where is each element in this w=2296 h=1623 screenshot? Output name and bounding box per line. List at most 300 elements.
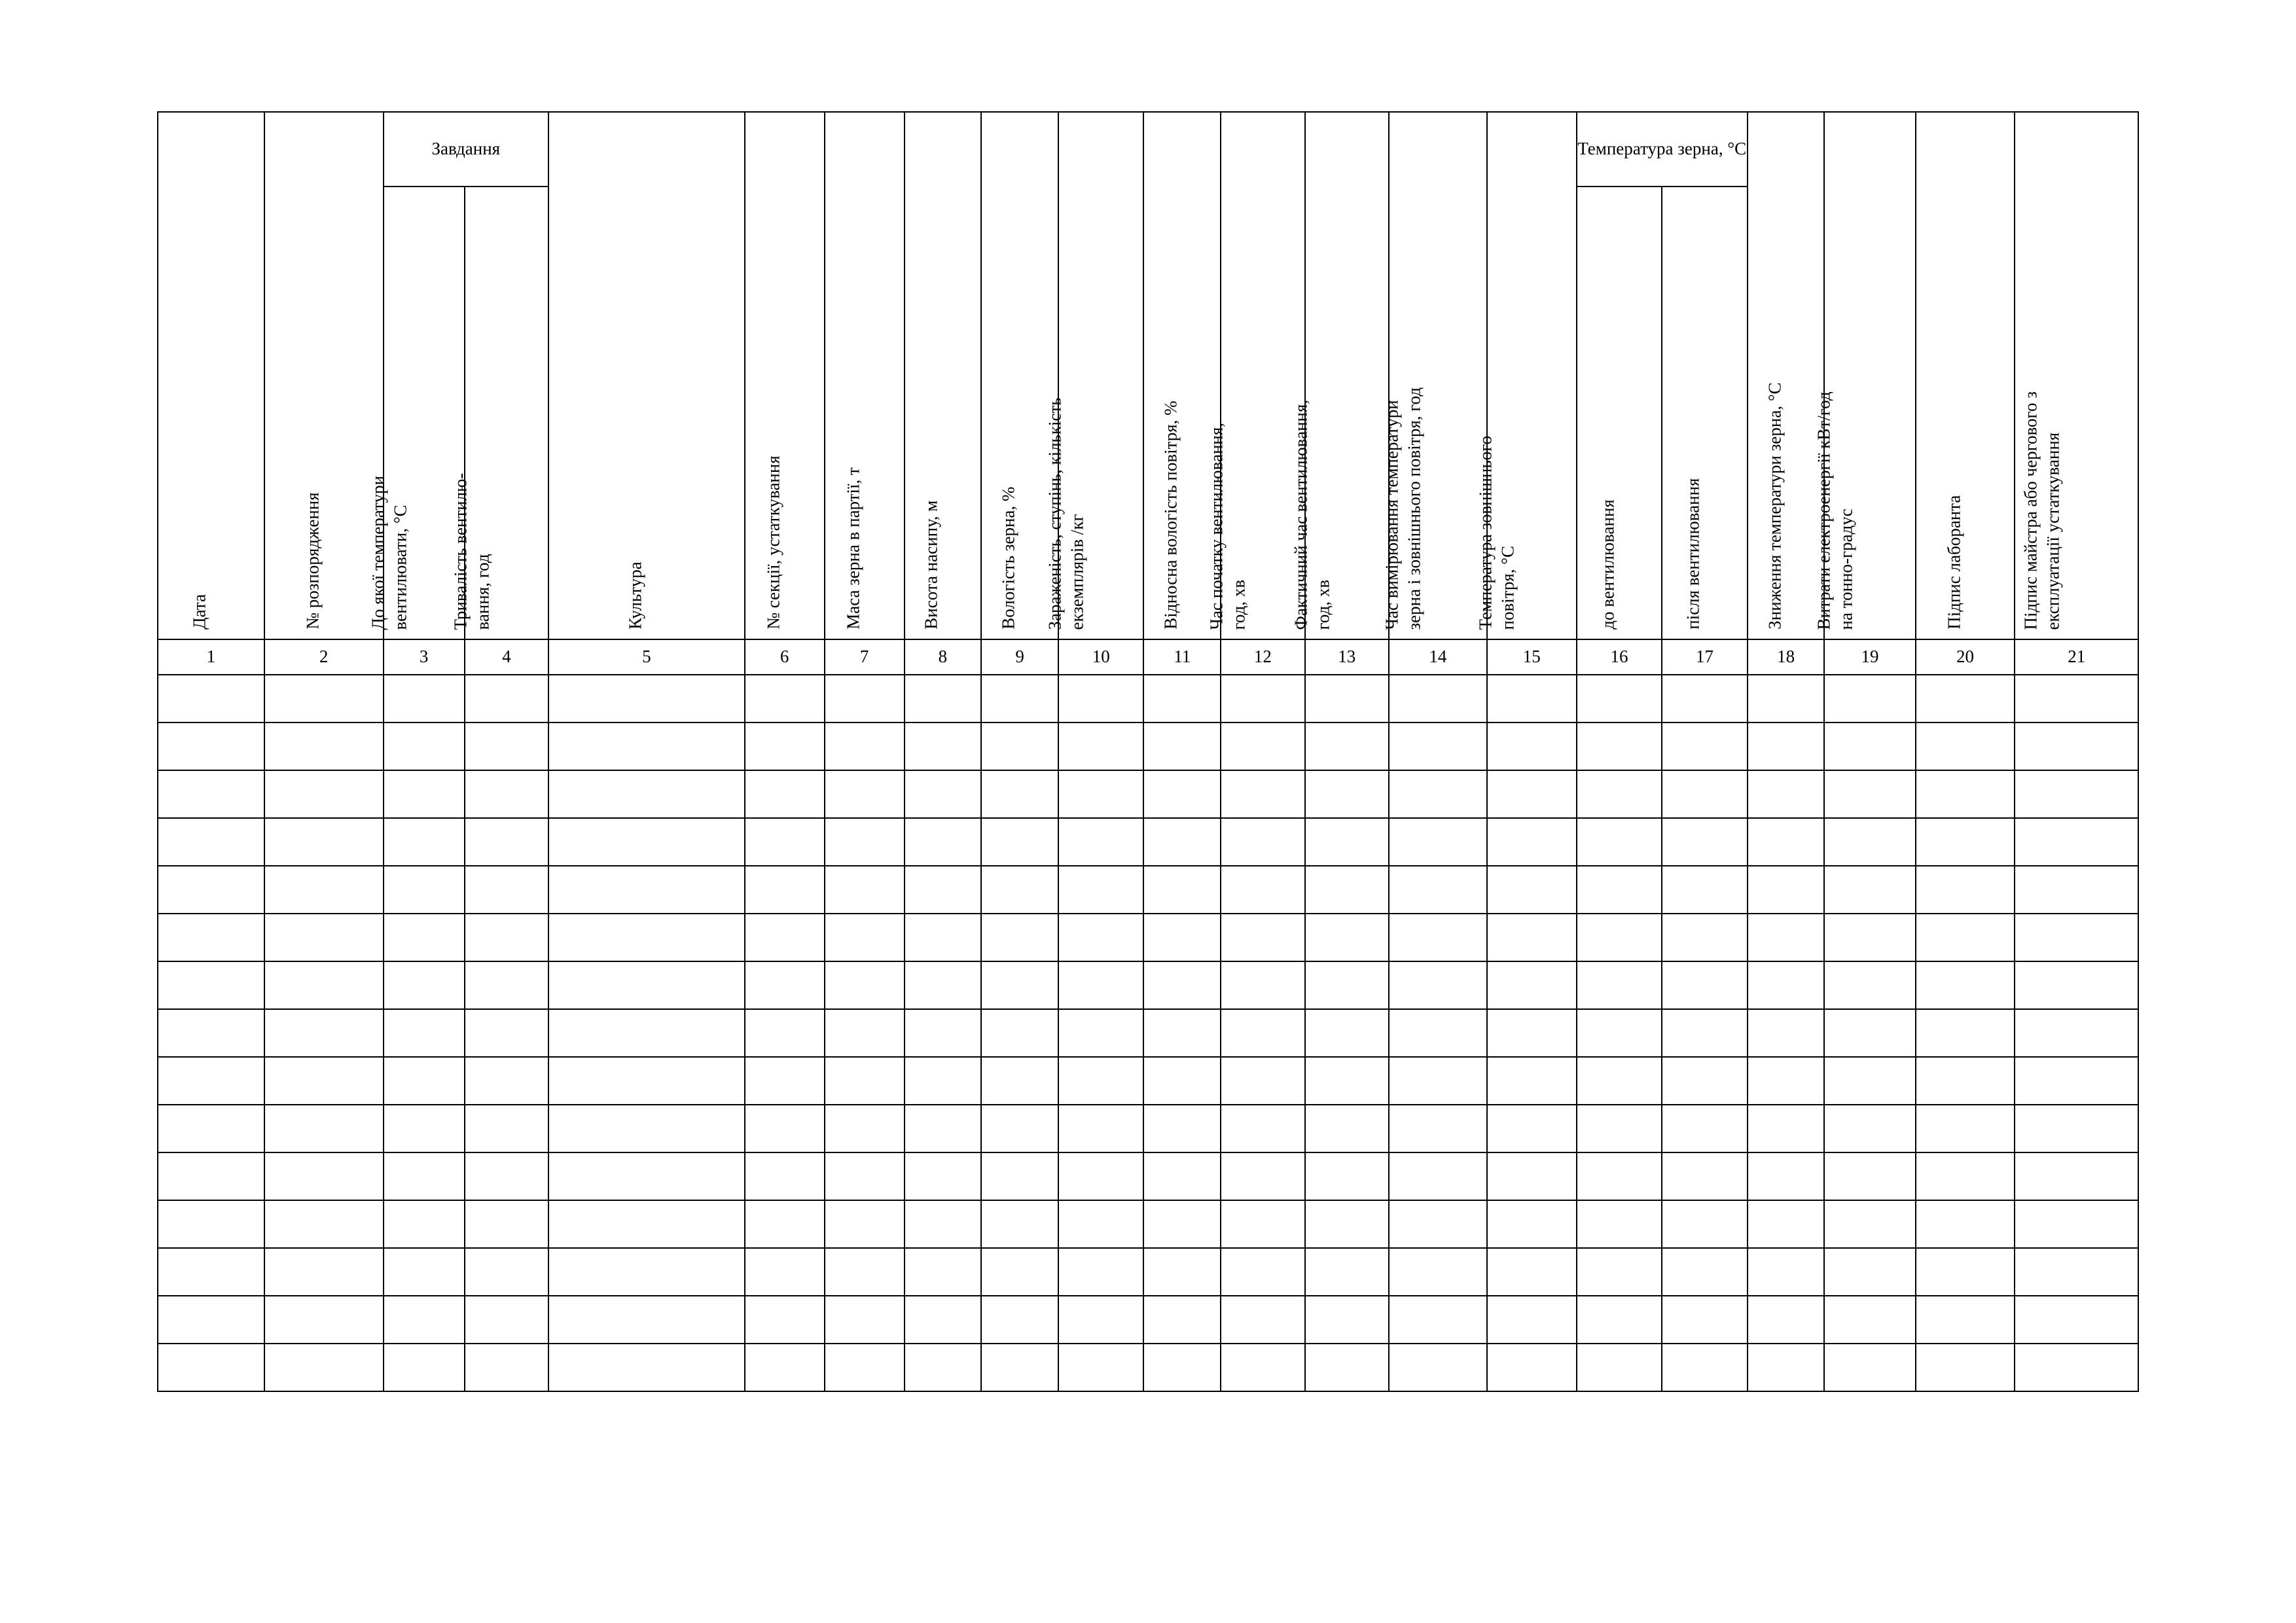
cell[interactable]: [1916, 866, 2015, 914]
cell[interactable]: [1487, 961, 1577, 1009]
cell[interactable]: [1305, 770, 1389, 818]
cell[interactable]: [825, 1344, 905, 1391]
cell[interactable]: [548, 866, 745, 914]
cell[interactable]: [1143, 1009, 1221, 1057]
cell[interactable]: [548, 1152, 745, 1200]
cell[interactable]: [2015, 914, 2138, 961]
table-row[interactable]: [158, 722, 2138, 770]
cell[interactable]: [1487, 722, 1577, 770]
cell[interactable]: [1577, 866, 1662, 914]
cell[interactable]: [1577, 1344, 1662, 1391]
cell[interactable]: [1916, 722, 2015, 770]
cell[interactable]: [2015, 1152, 2138, 1200]
cell[interactable]: [1748, 1152, 1825, 1200]
cell[interactable]: [981, 1152, 1058, 1200]
table-row[interactable]: [158, 1057, 2138, 1105]
cell[interactable]: [158, 1248, 264, 1296]
cell[interactable]: [1058, 866, 1144, 914]
cell[interactable]: [1662, 722, 1748, 770]
cell[interactable]: [384, 818, 465, 866]
cell[interactable]: [264, 1296, 384, 1344]
cell[interactable]: [981, 675, 1058, 722]
cell[interactable]: [1305, 675, 1389, 722]
cell[interactable]: [1487, 914, 1577, 961]
cell[interactable]: [1916, 1296, 2015, 1344]
cell[interactable]: [264, 1152, 384, 1200]
cell[interactable]: [1221, 866, 1304, 914]
cell[interactable]: [1577, 722, 1662, 770]
cell[interactable]: [2015, 1057, 2138, 1105]
cell[interactable]: [465, 1152, 548, 1200]
cell[interactable]: [1748, 914, 1825, 961]
cell[interactable]: [825, 1296, 905, 1344]
cell[interactable]: [2015, 818, 2138, 866]
cell[interactable]: [1058, 1344, 1144, 1391]
cell[interactable]: [1824, 866, 1915, 914]
cell[interactable]: [745, 1248, 825, 1296]
cell[interactable]: [1824, 1200, 1915, 1248]
cell[interactable]: [1824, 675, 1915, 722]
cell[interactable]: [1058, 722, 1144, 770]
cell[interactable]: [548, 1009, 745, 1057]
cell[interactable]: [1748, 866, 1825, 914]
cell[interactable]: [905, 1248, 982, 1296]
cell[interactable]: [2015, 866, 2138, 914]
cell[interactable]: [1389, 1296, 1487, 1344]
cell[interactable]: [1824, 1057, 1915, 1105]
cell[interactable]: [745, 961, 825, 1009]
cell[interactable]: [465, 1009, 548, 1057]
cell[interactable]: [1487, 866, 1577, 914]
cell[interactable]: [1916, 1248, 2015, 1296]
table-row[interactable]: [158, 1105, 2138, 1152]
cell[interactable]: [264, 1105, 384, 1152]
cell[interactable]: [1058, 1296, 1144, 1344]
cell[interactable]: [2015, 1009, 2138, 1057]
table-row[interactable]: [158, 961, 2138, 1009]
cell[interactable]: [905, 722, 982, 770]
cell[interactable]: [1221, 1152, 1304, 1200]
cell[interactable]: [1389, 914, 1487, 961]
table-row[interactable]: [158, 1200, 2138, 1248]
cell[interactable]: [1389, 1248, 1487, 1296]
cell[interactable]: [1577, 1296, 1662, 1344]
cell[interactable]: [1824, 722, 1915, 770]
cell[interactable]: [465, 818, 548, 866]
table-row[interactable]: [158, 866, 2138, 914]
cell[interactable]: [1916, 1152, 2015, 1200]
cell[interactable]: [264, 1009, 384, 1057]
cell[interactable]: [158, 1105, 264, 1152]
cell[interactable]: [1662, 1009, 1748, 1057]
cell[interactable]: [1389, 1057, 1487, 1105]
cell[interactable]: [1058, 818, 1144, 866]
cell[interactable]: [905, 1296, 982, 1344]
cell[interactable]: [158, 818, 264, 866]
cell[interactable]: [745, 1344, 825, 1391]
cell[interactable]: [1916, 1200, 2015, 1248]
cell[interactable]: [745, 722, 825, 770]
cell[interactable]: [1748, 1057, 1825, 1105]
cell[interactable]: [158, 1296, 264, 1344]
cell[interactable]: [158, 1057, 264, 1105]
cell[interactable]: [825, 1009, 905, 1057]
cell[interactable]: [1748, 961, 1825, 1009]
cell[interactable]: [1748, 675, 1825, 722]
cell[interactable]: [384, 770, 465, 818]
cell[interactable]: [1221, 914, 1304, 961]
cell[interactable]: [1389, 722, 1487, 770]
cell[interactable]: [384, 1344, 465, 1391]
cell[interactable]: [384, 961, 465, 1009]
cell[interactable]: [825, 1200, 905, 1248]
cell[interactable]: [1577, 818, 1662, 866]
cell[interactable]: [1143, 818, 1221, 866]
cell[interactable]: [1916, 770, 2015, 818]
cell[interactable]: [158, 961, 264, 1009]
cell[interactable]: [2015, 1200, 2138, 1248]
cell[interactable]: [1487, 675, 1577, 722]
cell[interactable]: [825, 1105, 905, 1152]
cell[interactable]: [1824, 1152, 1915, 1200]
cell[interactable]: [825, 770, 905, 818]
cell[interactable]: [981, 1057, 1058, 1105]
cell[interactable]: [1058, 1009, 1144, 1057]
cell[interactable]: [1916, 1009, 2015, 1057]
cell[interactable]: [2015, 1105, 2138, 1152]
cell[interactable]: [158, 914, 264, 961]
cell[interactable]: [1143, 1344, 1221, 1391]
cell[interactable]: [1916, 818, 2015, 866]
table-row[interactable]: [158, 675, 2138, 722]
cell[interactable]: [1221, 1248, 1304, 1296]
cell[interactable]: [1748, 1344, 1825, 1391]
cell[interactable]: [905, 961, 982, 1009]
cell[interactable]: [1221, 818, 1304, 866]
cell[interactable]: [1305, 1009, 1389, 1057]
cell[interactable]: [1487, 1152, 1577, 1200]
cell[interactable]: [1748, 770, 1825, 818]
cell[interactable]: [384, 722, 465, 770]
cell[interactable]: [465, 1344, 548, 1391]
cell[interactable]: [1748, 722, 1825, 770]
cell[interactable]: [1916, 675, 2015, 722]
cell[interactable]: [2015, 722, 2138, 770]
cell[interactable]: [465, 722, 548, 770]
cell[interactable]: [745, 1105, 825, 1152]
cell[interactable]: [384, 1200, 465, 1248]
cell[interactable]: [158, 1200, 264, 1248]
cell[interactable]: [264, 1200, 384, 1248]
cell[interactable]: [905, 1200, 982, 1248]
cell[interactable]: [548, 722, 745, 770]
cell[interactable]: [264, 675, 384, 722]
cell[interactable]: [905, 818, 982, 866]
cell[interactable]: [1305, 1152, 1389, 1200]
cell[interactable]: [384, 1105, 465, 1152]
cell[interactable]: [264, 722, 384, 770]
cell[interactable]: [1824, 770, 1915, 818]
cell[interactable]: [1305, 866, 1389, 914]
cell[interactable]: [264, 866, 384, 914]
cell[interactable]: [981, 1200, 1058, 1248]
cell[interactable]: [1221, 1009, 1304, 1057]
cell[interactable]: [1662, 914, 1748, 961]
cell[interactable]: [981, 1296, 1058, 1344]
cell[interactable]: [1662, 675, 1748, 722]
cell[interactable]: [1221, 770, 1304, 818]
cell[interactable]: [905, 1152, 982, 1200]
cell[interactable]: [465, 675, 548, 722]
cell[interactable]: [981, 1009, 1058, 1057]
cell[interactable]: [981, 961, 1058, 1009]
cell[interactable]: [1221, 1057, 1304, 1105]
cell[interactable]: [1058, 675, 1144, 722]
table-row[interactable]: [158, 1152, 2138, 1200]
cell[interactable]: [981, 818, 1058, 866]
cell[interactable]: [1221, 961, 1304, 1009]
cell[interactable]: [1389, 1009, 1487, 1057]
table-row[interactable]: [158, 770, 2138, 818]
cell[interactable]: [1058, 961, 1144, 1009]
cell[interactable]: [1487, 1296, 1577, 1344]
cell[interactable]: [264, 818, 384, 866]
cell[interactable]: [1487, 770, 1577, 818]
cell[interactable]: [158, 770, 264, 818]
cell[interactable]: [905, 770, 982, 818]
cell[interactable]: [1824, 914, 1915, 961]
cell[interactable]: [1143, 722, 1221, 770]
cell[interactable]: [1389, 770, 1487, 818]
cell[interactable]: [981, 1105, 1058, 1152]
cell[interactable]: [825, 1057, 905, 1105]
cell[interactable]: [264, 914, 384, 961]
cell[interactable]: [825, 866, 905, 914]
cell[interactable]: [1305, 1344, 1389, 1391]
cell[interactable]: [1577, 770, 1662, 818]
cell[interactable]: [158, 866, 264, 914]
table-row[interactable]: [158, 1344, 2138, 1391]
cell[interactable]: [158, 1344, 264, 1391]
cell[interactable]: [825, 1248, 905, 1296]
cell[interactable]: [1305, 1248, 1389, 1296]
cell[interactable]: [825, 961, 905, 1009]
cell[interactable]: [1143, 1200, 1221, 1248]
cell[interactable]: [1577, 1152, 1662, 1200]
cell[interactable]: [264, 1248, 384, 1296]
cell[interactable]: [1143, 1057, 1221, 1105]
cell[interactable]: [1305, 818, 1389, 866]
cell[interactable]: [825, 914, 905, 961]
cell[interactable]: [905, 914, 982, 961]
cell[interactable]: [745, 914, 825, 961]
cell[interactable]: [548, 1248, 745, 1296]
cell[interactable]: [548, 961, 745, 1009]
cell[interactable]: [1305, 914, 1389, 961]
cell[interactable]: [1389, 866, 1487, 914]
cell[interactable]: [1487, 1248, 1577, 1296]
cell[interactable]: [384, 914, 465, 961]
cell[interactable]: [1389, 1344, 1487, 1391]
cell[interactable]: [158, 675, 264, 722]
cell[interactable]: [745, 1057, 825, 1105]
cell[interactable]: [1058, 770, 1144, 818]
cell[interactable]: [465, 770, 548, 818]
cell[interactable]: [745, 1296, 825, 1344]
cell[interactable]: [384, 1057, 465, 1105]
cell[interactable]: [1916, 1105, 2015, 1152]
cell[interactable]: [1577, 1200, 1662, 1248]
cell[interactable]: [1487, 818, 1577, 866]
cell[interactable]: [1143, 866, 1221, 914]
cell[interactable]: [905, 1057, 982, 1105]
cell[interactable]: [1662, 961, 1748, 1009]
cell[interactable]: [1221, 1296, 1304, 1344]
cell[interactable]: [1058, 1248, 1144, 1296]
cell[interactable]: [1824, 1248, 1915, 1296]
cell[interactable]: [1662, 770, 1748, 818]
cell[interactable]: [384, 1009, 465, 1057]
cell[interactable]: [1058, 1152, 1144, 1200]
cell[interactable]: [2015, 1248, 2138, 1296]
cell[interactable]: [384, 675, 465, 722]
cell[interactable]: [1221, 1344, 1304, 1391]
cell[interactable]: [384, 1248, 465, 1296]
cell[interactable]: [905, 675, 982, 722]
cell[interactable]: [465, 1296, 548, 1344]
cell[interactable]: [1577, 675, 1662, 722]
cell[interactable]: [1487, 1105, 1577, 1152]
cell[interactable]: [1916, 1344, 2015, 1391]
cell[interactable]: [745, 1009, 825, 1057]
cell[interactable]: [1305, 722, 1389, 770]
cell[interactable]: [1824, 818, 1915, 866]
cell[interactable]: [905, 1009, 982, 1057]
cell[interactable]: [384, 1152, 465, 1200]
cell[interactable]: [981, 770, 1058, 818]
cell[interactable]: [465, 961, 548, 1009]
cell[interactable]: [745, 818, 825, 866]
cell[interactable]: [2015, 675, 2138, 722]
cell[interactable]: [1748, 1009, 1825, 1057]
cell[interactable]: [264, 1057, 384, 1105]
cell[interactable]: [1487, 1057, 1577, 1105]
cell[interactable]: [1221, 1105, 1304, 1152]
cell[interactable]: [1487, 1344, 1577, 1391]
cell[interactable]: [2015, 1296, 2138, 1344]
cell[interactable]: [1824, 1105, 1915, 1152]
cell[interactable]: [905, 866, 982, 914]
cell[interactable]: [548, 1344, 745, 1391]
cell[interactable]: [1824, 1296, 1915, 1344]
cell[interactable]: [1662, 1248, 1748, 1296]
cell[interactable]: [1389, 1152, 1487, 1200]
cell[interactable]: [1748, 1105, 1825, 1152]
cell[interactable]: [1662, 1152, 1748, 1200]
cell[interactable]: [825, 1152, 905, 1200]
cell[interactable]: [465, 914, 548, 961]
cell[interactable]: [158, 1009, 264, 1057]
cell[interactable]: [1305, 1200, 1389, 1248]
cell[interactable]: [905, 1105, 982, 1152]
cell[interactable]: [264, 961, 384, 1009]
cell[interactable]: [1058, 1200, 1144, 1248]
cell[interactable]: [1662, 1105, 1748, 1152]
cell[interactable]: [1305, 961, 1389, 1009]
cell[interactable]: [1577, 1105, 1662, 1152]
cell[interactable]: [1143, 961, 1221, 1009]
cell[interactable]: [465, 1105, 548, 1152]
cell[interactable]: [1662, 818, 1748, 866]
cell[interactable]: [1221, 722, 1304, 770]
cell[interactable]: [1221, 1200, 1304, 1248]
cell[interactable]: [1577, 961, 1662, 1009]
cell[interactable]: [1577, 914, 1662, 961]
cell[interactable]: [264, 770, 384, 818]
cell[interactable]: [158, 722, 264, 770]
cell[interactable]: [1221, 675, 1304, 722]
cell[interactable]: [1058, 914, 1144, 961]
cell[interactable]: [1305, 1105, 1389, 1152]
cell[interactable]: [1305, 1296, 1389, 1344]
cell[interactable]: [2015, 1344, 2138, 1391]
table-row[interactable]: [158, 1248, 2138, 1296]
cell[interactable]: [1143, 770, 1221, 818]
cell[interactable]: [981, 1248, 1058, 1296]
cell[interactable]: [158, 1152, 264, 1200]
cell[interactable]: [1058, 1057, 1144, 1105]
cell[interactable]: [548, 770, 745, 818]
cell[interactable]: [264, 1344, 384, 1391]
cell[interactable]: [1143, 1152, 1221, 1200]
cell[interactable]: [981, 914, 1058, 961]
cell[interactable]: [2015, 961, 2138, 1009]
cell[interactable]: [1389, 675, 1487, 722]
cell[interactable]: [2015, 770, 2138, 818]
cell[interactable]: [1748, 1248, 1825, 1296]
cell[interactable]: [1143, 675, 1221, 722]
table-row[interactable]: [158, 1296, 2138, 1344]
cell[interactable]: [1389, 1200, 1487, 1248]
table-row[interactable]: [158, 914, 2138, 961]
cell[interactable]: [1662, 1296, 1748, 1344]
cell[interactable]: [1143, 914, 1221, 961]
cell[interactable]: [981, 866, 1058, 914]
cell[interactable]: [384, 866, 465, 914]
cell[interactable]: [1305, 1057, 1389, 1105]
cell[interactable]: [1662, 1057, 1748, 1105]
cell[interactable]: [465, 1248, 548, 1296]
cell[interactable]: [745, 1152, 825, 1200]
cell[interactable]: [1748, 818, 1825, 866]
cell[interactable]: [745, 866, 825, 914]
cell[interactable]: [1487, 1009, 1577, 1057]
cell[interactable]: [465, 1200, 548, 1248]
cell[interactable]: [745, 770, 825, 818]
cell[interactable]: [548, 818, 745, 866]
cell[interactable]: [981, 722, 1058, 770]
cell[interactable]: [745, 1200, 825, 1248]
cell[interactable]: [384, 1296, 465, 1344]
cell[interactable]: [981, 1344, 1058, 1391]
cell[interactable]: [1916, 961, 2015, 1009]
cell[interactable]: [1389, 818, 1487, 866]
cell[interactable]: [905, 1344, 982, 1391]
cell[interactable]: [1058, 1105, 1144, 1152]
cell[interactable]: [548, 1105, 745, 1152]
cell[interactable]: [1824, 961, 1915, 1009]
cell[interactable]: [548, 1200, 745, 1248]
